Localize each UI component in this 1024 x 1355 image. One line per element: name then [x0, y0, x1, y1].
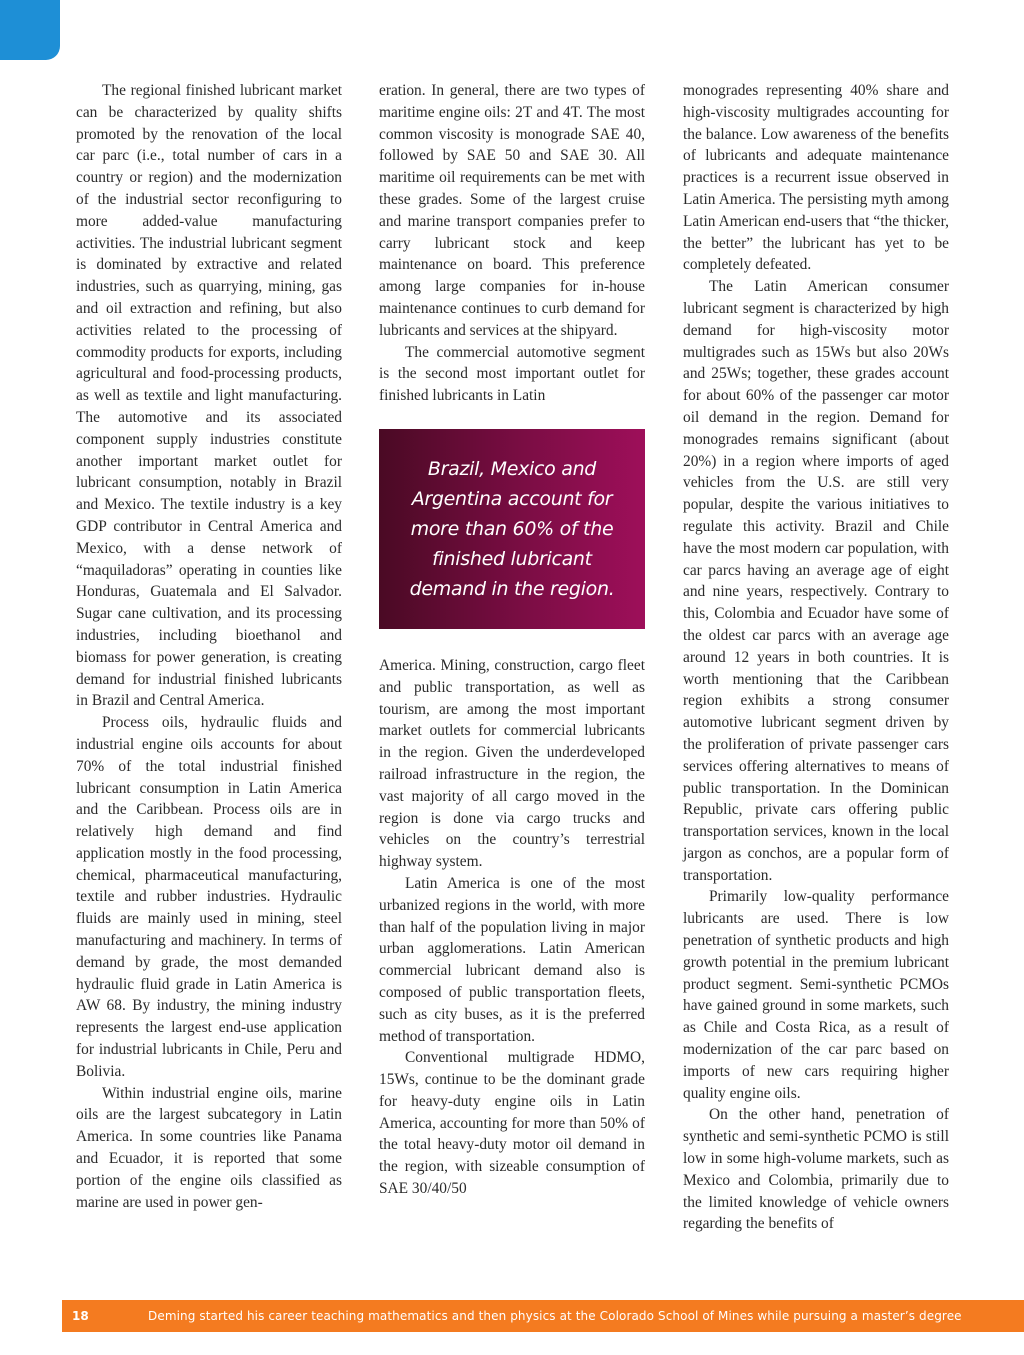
- paragraph: On the other hand, penetration of synthetic and semi-synthetic PCMO is still low in some high-volume markets, such as Mexico and Colombia, primarily due to the limited knowledge of vehicle owners regarding the benefits of: [683, 1106, 949, 1233]
- text-column-2: [379, 80, 645, 1200]
- text-column-3: [683, 80, 949, 1235]
- footer-caption: Deming started his career teaching mathematics and then physics at the Colorado School of Mines while pursuing a master’s degree: [148, 1309, 962, 1323]
- paragraph: Latin America is one of the most urbanized regions in the world, with more than half of the population living in major urban agglomerations. Latin American commercial lubricant demand also is composed of public transportation fleets, such as city buses, as it is the preferred method of transportation.: [379, 874, 645, 1045]
- paragraph: Within industrial engine oils, marine oils are the largest subcategory in Latin America. In some countries like Panama and Ecuador, it is reported that some portion of the engine oils classified as marine are used in power gen-: [76, 1084, 342, 1211]
- paragraph: The Latin American consumer lubricant segment is characterized by high demand for high-viscosity motor multigrades such as 15Ws but also 20Ws and 25Ws; together, these grades account for about 60% of the passenger car motor oil demand in the region. Demand for monogrades remains significant (about 20%) in a region where imports of aged vehicles from the U.S. are still very popular, despite the various initiatives to regulate this activity. Brazil and Chile have the most modern car population, with car parcs having an average age of eight and nine years, respectively. Contrary to this, Colombia and Ecuador have some of the oldest car parcs with an average age around 12 years in both countries. It is worth mentioning that the Caribbean region exhibits a strong consumer automotive lubricant segment driven by the proliferation of private passenger cars services offering alternatives to means of public transportation. In the Dominican Republic, private cars offering public transportation services, known in the local jargon as conchos, are a popular form of transportation.: [683, 278, 949, 884]
- footer-bar: [62, 1300, 1024, 1332]
- paragraph: Conventional multigrade HDMO, 15Ws, continue to be the dominant grade for heavy-duty engine oils in Latin America, accounting for more than 50% of the total heavy-duty motor oil demand in the region, with sizeable consumption of SAE 30/40/50: [379, 1049, 645, 1198]
- page-number: 18: [72, 1309, 89, 1323]
- corner-tab-decoration: [0, 0, 60, 60]
- paragraph: Primarily low-quality performance lubricants are used. There is low penetration of synthetic products and high growth potential in the premium lubricant product segment. Semi-synthetic PCMOs have gained ground in some markets, such as Chile and Costa Rica, as a result of modernization of the car parc based on imports of new cars requiring higher quality engine oils.: [683, 888, 949, 1102]
- text-column-1: [76, 80, 342, 1213]
- paragraph: The regional finished lubricant market can be characterized by quality shifts promoted by the renovation of the local car parc (i.e., total number of cars in a country or region) and the modernization of the industrial sector reconfiguring to more added-value manufacturing activities. The industrial lubricant segment is dominated by extractive and related industries, such as quarrying, mining, gas and oil extraction and refining, but also activities related to the processing of commodity products for exports, including agricultural and food-processing products, as well as textile and light manufacturing. The automotive and its associated component supply industries constitute another important market outlet for lubricant consumption, notably in Brazil and Mexico. The textile industry is a key GDP contributor in Central America and Mexico, with a dense network of “maquiladoras” operating in counties like Honduras, Guatemala and El Salvador. Sugar cane cultivation, and its processing industries, including bioethanol and biomass for power generation, is creating demand for industrial finished lubricants in Brazil and Central America.: [76, 82, 342, 710]
- pull-quote-text: Brazil, Mexico and Argentina account for more than 60% of the finished lubricant demand in the region.: [409, 457, 615, 600]
- paragraph: America. Mining, construction, cargo fleet and public transportation, as well as tourism, are among the most important market outlets for commercial lubricants in the region. Given the underdeveloped railroad infrastructure in the region, the vast majority of all cargo moved in the region is done via cargo trucks and vehicles on the country’s terrestrial highway system.: [379, 656, 645, 871]
- paragraph: monogrades representing 40% share and high-viscosity multigrades accounting for the balance. Low awareness of the benefits of lubricants and adequate maintenance practices is a recurrent issue observed in Latin America. The persisting myth among Latin American end-users that “the thicker, the better” the lubricant has yet to be completely defeated.: [683, 82, 949, 274]
- paragraph: Process oils, hydraulic fluids and industrial engine oils accounts for about 70% of the total industrial finished lubricant consumption in Latin America and the Caribbean. Process oils are in relatively high demand and find application mostly in the food processing, chemical, pharmaceutical manufacturing, textile and rubber industries. Hydraulic fluids are mainly used in mining, steel manufacturing and machinery. In terms of demand by grade, the most demanded hydraulic fluid grade in Latin America is AW 68. By industry, the mining industry represents the largest end-use application for industrial lubricants in Chile, Peru and Bolivia.: [76, 714, 342, 1080]
- paragraph: eration. In general, there are two types of maritime engine oils: 2T and 4T. The most common viscosity is monograde SAE 40, followed by SAE 50 and SAE 30. All maritime oil requirements can be met with these grades. Some of the largest cruise and marine transport companies prefer to carry lubricant stock and keep maintenance on board. This preference among large companies for in-house maintenance continues to curb demand for lubricants and services at the shipyard.: [379, 82, 645, 339]
- paragraph: The commercial automotive segment is the second most important outlet for finished lubricants in Latin: [379, 343, 645, 405]
- pull-quote-box: [379, 429, 645, 629]
